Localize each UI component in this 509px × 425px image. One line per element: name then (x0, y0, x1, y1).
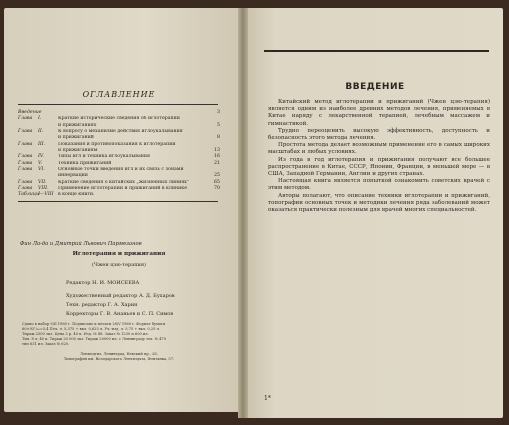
toc-chapter-number: VIII. (38, 186, 49, 192)
intro-text (268, 99, 490, 214)
toc-text: и прижиганиям (58, 148, 98, 154)
toc-page (208, 192, 220, 198)
toc-text: К вопросу о механизме действия иглоукалывания (58, 129, 183, 135)
toc-page: 13 (214, 148, 220, 154)
toc-text: Краткие исторические сведения об иглотерапии (58, 116, 180, 122)
intro-paragraph: Настоящая книга является попыткой ознакомить советских врачей с этим методом. (268, 178, 490, 192)
intro-paragraph: Трудно переоценить высокую эффективность, доступность и безопасность этого метода лечения. (268, 127, 490, 142)
intro-paragraph: Из года в год иглотерапия и прижигания получают все большее распространение в Китае, СССР, Японии, Франции, в меньшей мере — в США, Западной Германии, Англии и других странах. (268, 156, 490, 178)
book-title: Иглотерапия и прижигания (72, 251, 166, 257)
toc-text: Применение иглотерапии и прижиганий в клинике (58, 186, 187, 192)
toc-title: ОГЛАВЛЕНИЕ (82, 90, 156, 99)
toc-text: Типы игл и техника иглоукалывания (58, 154, 150, 160)
page-number: 1* (264, 395, 271, 402)
printing-line: Тип. 8 л. 40 к. Тираж 20 000 экз. Тираж 20000 ил. с Ленинграду тех. № 479 (22, 337, 166, 341)
toc-text: Основные точки введения игл и их связь с зонами (58, 167, 184, 173)
toc-chapter-number: VII. (38, 179, 47, 185)
toc-text: иннервации (58, 173, 88, 179)
toc-text: и прижиганиях (58, 122, 97, 128)
toc-text: Техника прижиганий (58, 160, 112, 166)
toc-chapter-number: III. (38, 141, 46, 147)
book-subtitle: (Чжен цзю-терапия) (92, 262, 146, 268)
toc-label: Глава (18, 154, 33, 160)
toc-chapter-number: II. (38, 129, 44, 135)
authors: Фин Ла-да и Дмитрий Львович Пармезанов (20, 241, 142, 247)
intro-paragraph: Простота метода делает возможным применение его в самых широких масштабах и любых условиях. (268, 142, 490, 156)
toc-chapter-number: V. (38, 160, 43, 166)
publisher-info (0, 352, 238, 362)
toc-bottom-rule (18, 201, 218, 202)
intro-title: ВВЕДЕНИЕ (345, 82, 405, 92)
toc-chapter-number: VI. (38, 167, 45, 173)
toc-page: 3 (217, 110, 220, 115)
toc-top-rule (18, 104, 218, 105)
toc-page: 65 (214, 179, 220, 185)
toc-text: Краткие сведения о китайских „жизненных линиях" (58, 179, 189, 185)
intro-paragraph: Авторы полагают, что описание техники иглотерапии и прижиганий, топографии основных точек и методики лечения ряда заболеваний может оказаться практически полезным для врачей многих специальностей. (268, 192, 490, 214)
printing-line: Сдано в набор 9/II 1960 г. Подписано к печати 28/V 1960 г. Формат бумаги (22, 322, 166, 326)
toc-text: Показания и противопоказания к иглотерапии (58, 141, 176, 147)
toc-label: Таблицы (18, 192, 40, 198)
toc-chapter-number: IV. (38, 154, 44, 160)
toc-label: Глава (18, 141, 33, 147)
toc-text: в конце книги. (58, 192, 95, 198)
toc-page: 8 (217, 135, 220, 141)
toc-label: Глава (18, 160, 33, 166)
toc-page: 70 (214, 186, 220, 192)
toc-label: Введение (18, 110, 42, 115)
intro-top-rule (264, 50, 489, 52)
toc-label: Глава (18, 179, 33, 185)
toc-label: Глава (18, 167, 33, 173)
credit-editor: Редактор Н. И. МОИСЕЕВА (66, 280, 140, 286)
credit-proofreaders: Корректоры Г. В. Ананьев и С. П. Симов (66, 311, 174, 317)
credit-tech-editor: Техн. редактор Г. А. Харин (66, 302, 138, 308)
book-gutter (238, 8, 248, 418)
toc-chapter-number: I—VIII (38, 192, 54, 198)
publisher-line: Типография им. Володарского Ленгиздата, Фонтанка, 57. (63, 357, 175, 361)
printing-line: Тираж 2500 экз. Цена 3 р. 40 к. Изд. № 48. Заказ № 1230 и 600 ил. (22, 332, 149, 336)
printing-line: 60×92¹/₁₆=5,4 Печ. л. 5,375 + вкл. 0,625 л. Уч.-изд. л. 5,75 + вкл. 0,25 л. (22, 327, 160, 331)
printing-details (22, 322, 222, 347)
credit-art-editor: Художественный редактор А. Д. Бухаров (66, 293, 175, 299)
publisher-line: Ленмедгиз, Ленинград, Невский пр., 28. (80, 352, 158, 356)
table-of-contents (18, 110, 220, 199)
toc-label: Глава (18, 186, 33, 192)
intro-paragraph: Китайский метод иглотерапии и прижиганий (Чжен цзю-терапия) является одним из наиболее древних методов лечения, применяемых в Китае наряду с лекарственной терапией, лечебным массажем и гимнастикой. (268, 99, 490, 127)
toc-text: и прижиганий (58, 135, 94, 141)
toc-label: Глава (18, 116, 33, 122)
toc-label: Глава (18, 129, 33, 135)
toc-chapter-number: I. (38, 116, 42, 122)
toc-page: 25 (214, 173, 220, 179)
toc-page: 5 (217, 122, 220, 128)
toc-page: 21 (214, 160, 220, 166)
toc-entry (18, 192, 220, 198)
toc-page: 16 (214, 154, 220, 160)
printing-line: тип 631 ил. Заказ № 620. (22, 342, 70, 346)
